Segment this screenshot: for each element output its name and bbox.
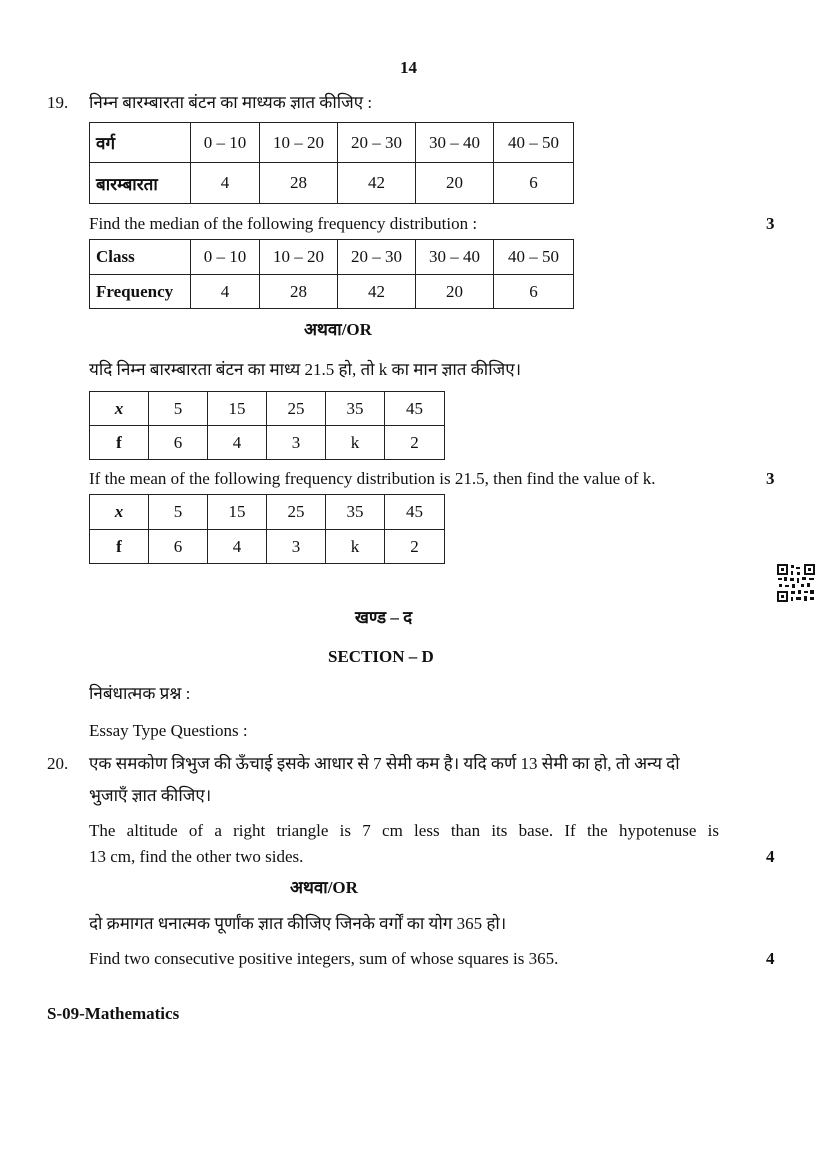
table-cell: 25 (267, 495, 326, 530)
q19-hindi-table (89, 122, 574, 204)
question-number-19: 19. (47, 93, 69, 112)
q19-english-prompt: Find the median of the following frequency distribution : (89, 214, 478, 233)
table-cell: 45 (385, 495, 445, 530)
table-cell: f (90, 530, 149, 564)
table-cell: वर्ग (90, 123, 191, 163)
table-cell: 10 – 20 (260, 123, 338, 163)
table-cell: 40 – 50 (494, 240, 574, 275)
table-cell: 4 (191, 275, 260, 309)
q19-english-table (89, 239, 574, 309)
q20-or-label: अथवा/OR (290, 878, 358, 897)
table-cell: 20 – 30 (338, 240, 416, 275)
q19-alt-marks: 3 (766, 469, 775, 488)
section-english-subtitle: Essay Type Questions : (89, 721, 248, 740)
q19-hindi-prompt: निम्न बारम्बारता बंटन का माध्यक ज्ञात कीजिए : (89, 93, 373, 112)
table-cell: Frequency (90, 275, 191, 309)
table-cell: बारम्बारता (90, 163, 191, 204)
table-cell: 4 (208, 530, 267, 564)
table-cell: 28 (260, 275, 338, 309)
table-cell: 35 (326, 495, 385, 530)
table-cell: 6 (149, 426, 208, 460)
table-cell: 6 (494, 275, 574, 309)
q20-alt-english: Find two consecutive positive integers, sum of whose squares is 365. (89, 949, 559, 968)
table-cell: 45 (385, 392, 445, 426)
table-cell: k (326, 426, 385, 460)
section-english-title: SECTION – D (328, 647, 434, 666)
table-cell: 42 (338, 275, 416, 309)
table-cell: 5 (149, 495, 208, 530)
table-cell: 5 (149, 392, 208, 426)
q19-or-label: अथवा/OR (304, 320, 372, 339)
table-cell: x (90, 495, 149, 530)
qr-code-icon (777, 564, 815, 602)
table-cell: 42 (338, 163, 416, 204)
footer-code: S-09-Mathematics (47, 1004, 180, 1023)
table-cell: 15 (208, 495, 267, 530)
table-cell: 6 (149, 530, 208, 564)
q20-english-line2: 13 cm, find the other two sides. (89, 847, 304, 866)
q20-marks: 4 (766, 847, 775, 866)
question-number-20: 20. (47, 754, 69, 773)
table-cell: 3 (267, 426, 326, 460)
table-cell: 30 – 40 (416, 123, 494, 163)
table-cell: 30 – 40 (416, 240, 494, 275)
q19-alt-hindi-prompt: यदि निम्न बारम्बारता बंटन का माध्य 21.5 हो, तो k का मान ज्ञात कीजिए। (89, 360, 522, 379)
q20-alt-marks: 4 (766, 949, 775, 968)
table-cell: 2 (385, 426, 445, 460)
section-hindi-title: खण्ड – द (355, 608, 413, 627)
table-cell: 0 – 10 (191, 123, 260, 163)
table-cell: k (326, 530, 385, 564)
table-cell: 3 (267, 530, 326, 564)
table-cell: 40 – 50 (494, 123, 574, 163)
table-cell: Class (90, 240, 191, 275)
q19-alt-english-prompt: If the mean of the following frequency distribution is 21.5, then find the value of k. (89, 469, 656, 488)
table-cell: 20 (416, 163, 494, 204)
table-cell: 28 (260, 163, 338, 204)
q20-hindi-line1: एक समकोण त्रिभुज की ऊँचाई इसके आधार से 7 सेमी कम है। यदि कर्ण 13 सेमी का हो, तो अन्य दो (89, 754, 680, 773)
table-cell: 20 – 30 (338, 123, 416, 163)
table-cell: 4 (208, 426, 267, 460)
table-cell: 20 (416, 275, 494, 309)
table-cell: 0 – 10 (191, 240, 260, 275)
table-cell: 35 (326, 392, 385, 426)
table-cell: 6 (494, 163, 574, 204)
q19-marks: 3 (766, 214, 775, 233)
table-cell: f (90, 426, 149, 460)
q19-alt-english-table (89, 494, 445, 564)
table-cell: 4 (191, 163, 260, 204)
q19-alt-hindi-table (89, 391, 445, 460)
table-cell: 10 – 20 (260, 240, 338, 275)
q20-hindi-line2: भुजाएँ ज्ञात कीजिए। (89, 786, 212, 805)
table-cell: 2 (385, 530, 445, 564)
section-hindi-subtitle: निबंधात्मक प्रश्न : (89, 684, 191, 703)
table-cell: 25 (267, 392, 326, 426)
q20-alt-hindi: दो क्रमागत धनात्मक पूर्णांक ज्ञात कीजिए जिनके वर्गों का योग 365 हो। (89, 914, 507, 933)
table-cell: 15 (208, 392, 267, 426)
table-cell: x (90, 392, 149, 426)
q20-english-line1: The altitude of a right triangle is 7 cm less than its base. If the hypotenuse is (89, 821, 719, 840)
page-number: 14 (400, 58, 417, 77)
